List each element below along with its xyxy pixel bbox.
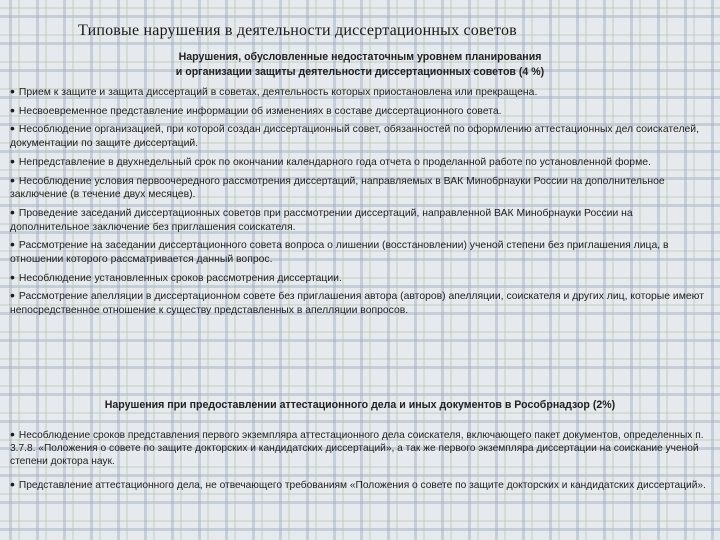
bullet-text: Представление аттестационного дела, не отвечающего требованиям «Положения о совете по защите докторских и кандидатских диссертаций». <box>18 479 706 491</box>
section-1-bullet-list <box>10 83 715 323</box>
bullet-item <box>10 426 715 469</box>
bullet-item <box>10 120 715 150</box>
bullet-text: Несоблюдение сроков представления первого экземпляра аттестационного дела соискателя, включающего пакет документов, определенных п. 3.7.8. «Положения о совете по защите докторских и кандидатских диссертаций», а так же первого экземпляра диссертации на соискание ученой степени доктора наук. <box>10 430 704 468</box>
section-2-bullet-list <box>10 426 715 502</box>
page-title: Типовые нарушения в деятельности диссертационных советов <box>78 22 517 39</box>
bullet-item <box>10 152 715 170</box>
section-1-heading-line-1: Нарушения, обусловленные недостаточным уровнем планирования <box>178 51 542 63</box>
bullet-icon: • <box>10 120 15 137</box>
bullet-text: Несвоевременное представление информации об изменениях в составе диссертационного совета. <box>18 105 502 117</box>
bullet-text: Непредставление в двухнедельный срок по окончании календарного года отчета о проделанной работе по установленной форме. <box>18 156 651 168</box>
section-2-heading: Нарушения при предоставлении аттестационного дела и иных документов в Рособрнадзор (2%) <box>104 399 616 411</box>
bullet-item <box>10 83 715 100</box>
bullet-icon: • <box>10 101 15 118</box>
bullet-icon: • <box>10 171 15 188</box>
bullet-item <box>10 268 715 286</box>
bullet-icon: • <box>10 287 15 304</box>
bullet-icon: • <box>10 203 15 220</box>
bullet-item <box>10 171 715 202</box>
bullet-text: Прием к защите и защита диссертаций в советах, деятельность которых приостановлена или прекращена. <box>18 87 538 98</box>
bullet-item <box>10 203 715 234</box>
bullet-text: Рассмотрение апелляции в диссертационном совете без приглашения автора (авторов) апелляции, соискателя и других лиц, которые имеют непосредственное отношение к существу представленных в апелляции вопросов. <box>10 291 704 317</box>
section-1-heading <box>0 50 720 80</box>
bullet-item <box>10 101 715 119</box>
bullet-text: Несоблюдение установленных сроков рассмотрения диссертации. <box>18 272 342 284</box>
bullet-item <box>10 236 715 266</box>
bullet-item <box>10 475 715 492</box>
bullet-icon: • <box>10 426 15 442</box>
bullet-icon: • <box>10 268 15 285</box>
bullet-icon: • <box>10 236 15 253</box>
bullet-icon: • <box>10 152 15 169</box>
bullet-text: Проведение заседаний диссертационных советов при рассмотрении диссертаций, направленной ВАК Минобрнауки России на дополнительное заключение без приглашения соискателя. <box>10 207 633 233</box>
bullet-text: Несоблюдение условия первоочередного рассмотрения диссертаций, направляемых в ВАК Минобрнауки России на дополнительное заключение (в течение двух месяцев). <box>10 175 665 201</box>
bullet-item <box>10 287 715 317</box>
section-1-heading-line-2: и организации защиты деятельности диссертационных советов (4 %) <box>175 66 545 78</box>
bullet-text: Рассмотрение на заседании диссертационного совета вопроса о лишении (восстановлении) ученой степени без приглашения лица, в отношении которого рассматривается данный вопрос. <box>10 240 669 266</box>
bullet-icon: • <box>10 475 15 492</box>
bullet-text: Несоблюдение организацией, при которой создан диссертационный совет, обязанностей по оформлению аттестационных дел соискателей, документации по защите диссертаций. <box>10 124 699 150</box>
bullet-icon: • <box>10 83 15 99</box>
